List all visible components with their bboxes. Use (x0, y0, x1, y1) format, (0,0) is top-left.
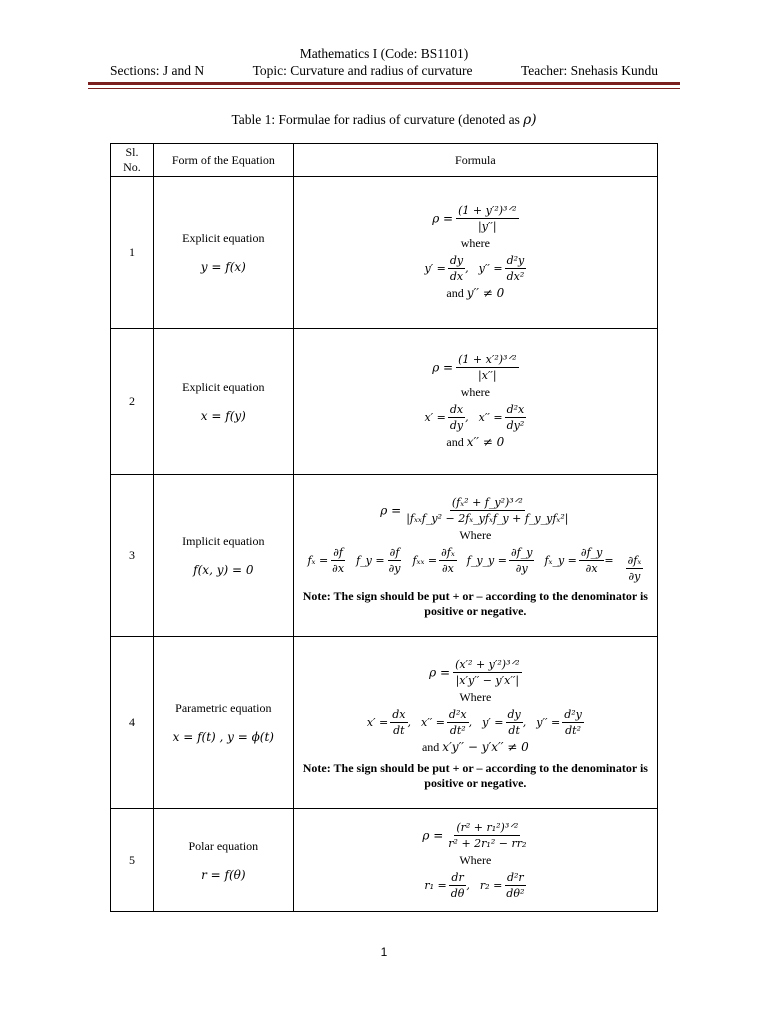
equation-form-label: Parametric equation (175, 701, 272, 715)
derivative-fraction (330, 546, 346, 575)
derivative-fraction (449, 871, 467, 900)
caption-text: Table 1: Formulae for radius of curvature (denoted as (231, 112, 520, 127)
derivative-definition (479, 254, 527, 283)
derivative-lhs: y′′ = (536, 715, 561, 729)
derivative-fraction-denominator: ∂x (332, 561, 345, 575)
derivative-separator: , (465, 411, 469, 424)
derivative-fraction-denominator: ∂y (628, 569, 641, 583)
derivative-lhs: x′ = (424, 411, 446, 424)
where-label: Where (459, 689, 492, 704)
derivative-fraction-denominator: dθ² (506, 886, 525, 900)
derivative-definitions (294, 403, 657, 432)
rho-numerator: (1 + x′²)³ᐟ² (458, 353, 517, 366)
rho-formula (294, 353, 657, 382)
derivative-fraction-numerator: dy (449, 254, 464, 267)
derivative-lhs: fₓ_y = (544, 553, 577, 567)
equation-form-label: Polar equation (188, 838, 259, 853)
equation-form-cell (153, 637, 293, 809)
where-label: where (460, 236, 491, 250)
equation-expression: x = f(t) , y = ϕ(t) (172, 730, 274, 744)
derivative-separator: , (466, 878, 470, 892)
table-row (111, 809, 658, 912)
rho-fraction (456, 353, 518, 382)
derivative-fraction (506, 708, 523, 737)
derivative-definition (467, 546, 535, 575)
derivative-fraction-denominator: dt (393, 723, 405, 737)
rho-denominator: |fₓₓf_y² − 2fₓ_yfₓf_y + f_y_yfₓ²| (406, 511, 569, 525)
derivative-fraction-numerator: d²y (564, 707, 582, 721)
derivative-fraction (439, 546, 457, 575)
table-row (111, 637, 658, 809)
derivative-fraction (562, 708, 584, 737)
derivative-fraction-numerator: dr (451, 870, 464, 884)
derivative-lhs: f_y = (356, 553, 385, 567)
derivative-separator: = (604, 553, 614, 567)
formula-cell (293, 809, 657, 912)
derivative-lhs: y′ = (424, 262, 446, 275)
derivative-separator: , (522, 715, 527, 729)
derivative-fraction-denominator: dx (449, 270, 464, 283)
rho-denominator: |x′y′′ − y′x′′| (455, 673, 520, 687)
derivative-fraction-denominator: dy² (506, 419, 525, 432)
derivative-fraction-numerator: d²y (506, 254, 525, 267)
rho-lhs: ρ = (432, 211, 454, 226)
derivative-separator: , (465, 262, 469, 275)
condition-line (294, 286, 657, 301)
equation-form-cell (153, 177, 293, 329)
header-row (110, 63, 658, 79)
rho-formula (294, 658, 657, 687)
where-label: Where (459, 852, 492, 867)
equation-form-label: Explicit equation (182, 380, 265, 394)
sign-note: Note: The sign should be put + or – according to the denominator is positive or negative. (302, 588, 648, 618)
equation-expression: x = f(y) (200, 409, 246, 423)
derivative-fraction-denominator: ∂y (515, 561, 528, 575)
derivative-lhs: f_y_y = (466, 553, 507, 567)
derivative-fraction-numerator: ∂f (333, 545, 343, 559)
rho-numerator: (fₓ² + f_y²)³ᐟ² (451, 495, 523, 509)
derivative-fraction-denominator: ∂y (388, 561, 401, 575)
derivative-fraction (448, 254, 465, 283)
row-number: 3 (111, 475, 154, 637)
rho-fraction (404, 496, 570, 525)
derivative-fraction (447, 708, 469, 737)
derivative-definitions (294, 871, 657, 900)
derivative-fraction-denominator: dt² (565, 723, 581, 737)
derivative-fraction-denominator: dt² (449, 723, 466, 737)
equation-form-cell (153, 475, 293, 637)
rho-lhs: ρ = (380, 503, 402, 517)
derivative-definition (482, 708, 526, 737)
table-row (111, 177, 658, 329)
derivative-definition (412, 546, 456, 575)
rho-numerator: (1 + y′²)³ᐟ² (458, 204, 517, 217)
derivative-fraction-denominator: ∂x (585, 561, 598, 575)
derivative-definitions (294, 254, 657, 283)
equation-form-label: Explicit equation (182, 231, 265, 245)
derivative-fraction-numerator: d²r (506, 870, 524, 884)
derivative-fraction-numerator: dx (449, 403, 464, 416)
derivative-fraction-numerator: ∂fₓ (441, 545, 455, 559)
condition-text: and (446, 435, 464, 449)
derivative-definition (356, 546, 402, 575)
derivative-fraction (448, 403, 465, 432)
rho-denominator: |x′′| (478, 369, 497, 382)
table-header-row (111, 144, 658, 177)
derivative-fraction (626, 554, 644, 583)
derivative-fraction-denominator: dθ (450, 886, 465, 900)
derivative-lhs: r₂ = (479, 878, 503, 892)
derivative-fraction (505, 254, 527, 283)
derivative-fraction-numerator: ∂f (389, 545, 400, 559)
derivative-lhs: r₁ = (424, 878, 447, 892)
formulae-table (110, 143, 658, 912)
derivative-lhs: fₓₓ = (412, 553, 438, 567)
header-sl-line1: Sl. (125, 145, 139, 159)
derivative-definition (424, 403, 468, 432)
formula-cell (293, 475, 657, 637)
condition-text: and (421, 739, 440, 754)
rho-numerator: (x′² + y′²)³ᐟ² (455, 657, 520, 671)
equation-form-label: Implicit equation (182, 534, 265, 548)
derivative-fraction (504, 871, 526, 900)
derivative-lhs: x′ = (366, 715, 389, 729)
derivative-fraction-denominator: ∂x (441, 561, 454, 575)
equation-expression: f(x, y) = 0 (193, 563, 254, 577)
where-label: where (460, 385, 491, 399)
derivative-separator: , (407, 715, 411, 729)
row-number: 2 (111, 329, 154, 475)
derivative-definitions (294, 546, 657, 583)
rho-denominator: |y′′| (478, 220, 497, 233)
teacher-label: Teacher: Snehasis Kundu (520, 63, 658, 78)
rho-lhs: ρ = (429, 665, 451, 679)
row-number: 4 (111, 637, 154, 809)
page-number: 1 (380, 945, 388, 959)
rho-fraction (453, 658, 522, 687)
derivative-fraction-denominator: dx² (506, 270, 525, 283)
derivative-definition (480, 871, 526, 900)
condition-text: and (446, 286, 464, 300)
derivative-fraction-numerator: d²x (506, 403, 525, 416)
derivative-definitions (294, 708, 657, 737)
header-sl-line2: No. (123, 160, 141, 174)
derivative-fraction-numerator: ∂fₓ (627, 553, 642, 567)
derivative-fraction (579, 546, 604, 575)
caption-symbol: ρ) (523, 112, 537, 128)
condition-math: y′′ ≠ 0 (466, 286, 505, 300)
course-title: Mathematics I (Code: BS1101) (299, 46, 469, 61)
topic-label: Topic: Curvature and radius of curvature (252, 63, 473, 78)
derivative-definition (479, 403, 527, 432)
derivative-lhs: x′′ = (478, 411, 503, 424)
equation-expression: y = f(x) (200, 260, 246, 274)
derivative-definition (367, 708, 411, 737)
header-rule-thin (88, 88, 680, 89)
derivative-definition (624, 554, 644, 583)
derivative-definition (421, 708, 472, 737)
header-form: Form of the Equation (153, 144, 293, 177)
equation-form-cell (153, 329, 293, 475)
condition-line (294, 740, 657, 755)
row-number: 1 (111, 177, 154, 329)
table-row (111, 475, 658, 637)
derivative-fraction-numerator: dx (392, 707, 406, 721)
condition-math: x′y′′ − y′x′′ ≠ 0 (442, 739, 529, 754)
equation-expression: r = f(θ) (201, 867, 246, 882)
derivative-fraction-numerator: ∂f_y (580, 545, 603, 559)
derivative-lhs: x′′ = (421, 715, 445, 729)
derivative-definition (424, 254, 468, 283)
formula-cell (293, 329, 657, 475)
condition-math: x′′ ≠ 0 (466, 435, 505, 449)
formula-cell (293, 637, 657, 809)
rho-formula (294, 821, 657, 850)
header-formula: Formula (293, 144, 657, 177)
derivative-fraction-numerator: ∂f_y (510, 545, 533, 559)
rho-denominator: r² + 2r₁² − rr₂ (448, 836, 527, 850)
derivative-fraction-denominator: dy (449, 419, 464, 432)
derivative-fraction (387, 546, 403, 575)
rho-numerator: (r² + r₁²)³ᐟ² (456, 820, 519, 834)
derivative-fraction (505, 403, 527, 432)
table-caption (0, 112, 768, 128)
rho-formula (294, 496, 657, 525)
derivative-separator: , (468, 715, 473, 729)
rho-formula (294, 204, 657, 233)
header-rule-thick (88, 82, 680, 85)
condition-line (294, 435, 657, 450)
derivative-definition (536, 708, 584, 737)
derivative-fraction-denominator: dt (508, 723, 520, 737)
derivative-definition (307, 546, 346, 575)
formula-cell (293, 177, 657, 329)
derivative-lhs: fₓ = (307, 553, 329, 567)
derivative-definition (544, 546, 613, 575)
derivative-definition (424, 871, 470, 900)
derivative-lhs: y′′ = (478, 262, 503, 275)
derivative-fraction (390, 708, 407, 737)
where-label: Where (459, 527, 492, 542)
rho-fraction (456, 204, 518, 233)
rho-fraction (446, 821, 528, 850)
rho-lhs: ρ = (432, 360, 454, 375)
equation-form-cell (153, 809, 293, 912)
table-row (111, 329, 658, 475)
derivative-fraction-numerator: d²x (448, 707, 467, 721)
row-number: 5 (111, 809, 154, 912)
rho-lhs: ρ = (422, 828, 444, 842)
header-sl (111, 144, 154, 177)
derivative-fraction (509, 546, 534, 575)
sign-note: Note: The sign should be put + or – according to the denominator is positive or negative. (302, 760, 648, 790)
derivative-lhs: y′ = (482, 715, 504, 729)
sections-label: Sections: J and N (110, 63, 205, 78)
derivative-fraction-numerator: dy (507, 707, 521, 721)
